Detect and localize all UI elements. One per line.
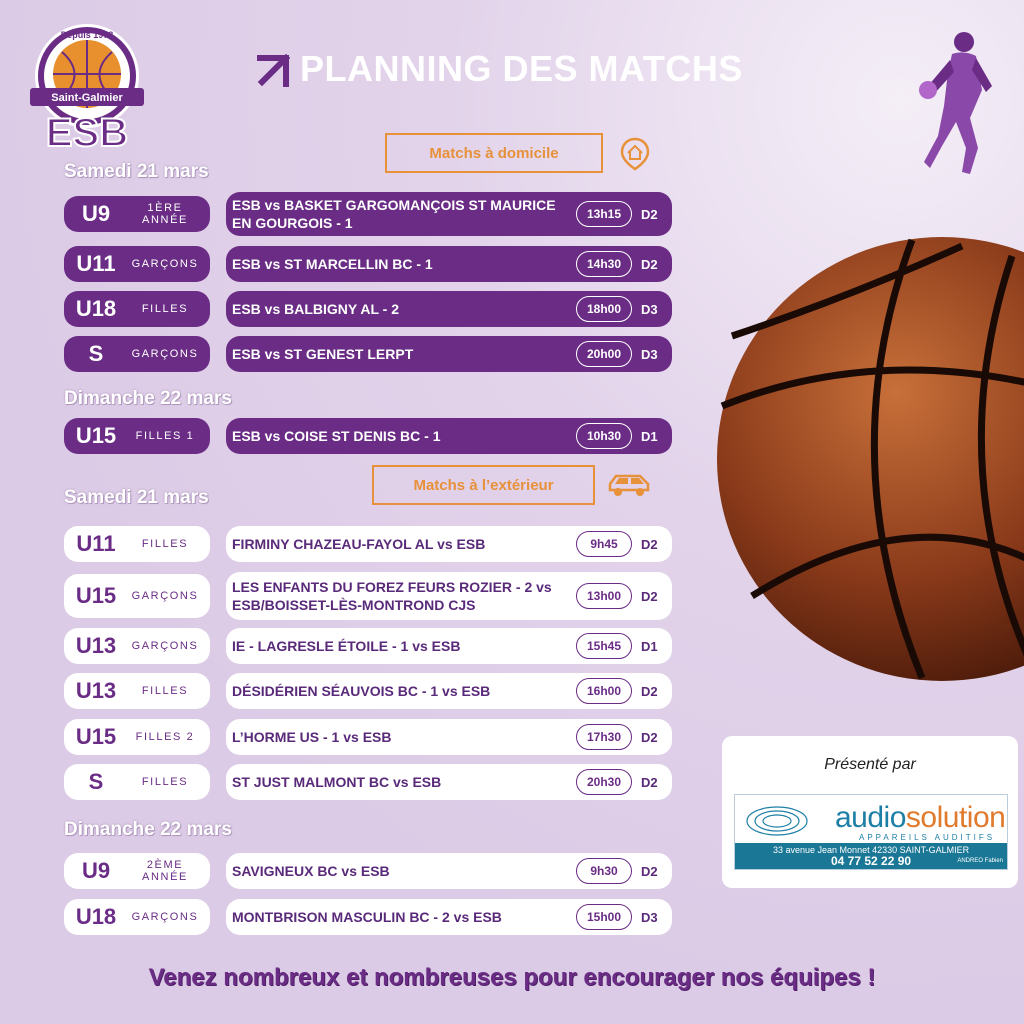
category-detail: FILLES	[141, 538, 189, 550]
sponsor-signature: ANDREO Fabien	[957, 858, 1003, 864]
match-division: D1	[641, 638, 658, 654]
logo-town: Saint-Galmier	[51, 92, 123, 104]
match-row	[226, 572, 672, 620]
category-detail: FILLES	[141, 776, 189, 788]
age-group: S	[88, 769, 104, 794]
category-detail: 1ÈRE ANNÉE	[142, 202, 188, 226]
match-row	[226, 526, 672, 562]
match-row	[226, 673, 672, 709]
basketball-player-illustration	[912, 28, 1002, 178]
category-badge	[64, 336, 210, 372]
car-icon	[606, 470, 652, 500]
match-teams: IE - LAGRESLE ÉTOILE - 1 vs ESB	[232, 638, 461, 654]
match-division: D2	[641, 774, 658, 790]
match-division: D1	[641, 428, 658, 444]
age-group: U9	[81, 858, 111, 883]
sponsor-brand-b: solution	[905, 801, 1006, 834]
category-detail: FILLES 1	[135, 430, 195, 442]
age-group: U11	[76, 531, 116, 556]
match-time: 14h30	[576, 251, 632, 277]
match-row	[226, 764, 672, 800]
day-heading: Samedi 21 mars	[64, 161, 209, 182]
category-detail: 2ÈME ANNÉE	[142, 859, 188, 883]
category-badge	[64, 526, 210, 562]
age-group: U15	[75, 583, 117, 608]
category-badge	[64, 246, 210, 282]
match-division: D3	[641, 346, 658, 362]
match-teams: ESB vs ST GENEST LERPT	[232, 346, 414, 362]
match-teams: MONTBRISON MASCULIN BC - 2 vs ESB	[232, 909, 502, 925]
match-time: 15h45	[576, 633, 632, 659]
match-row	[226, 291, 672, 327]
home-pin-icon	[620, 137, 650, 171]
home-matches-label: Matchs à domicile	[385, 133, 603, 173]
category-detail: FILLES 2	[135, 731, 195, 743]
esb-logo	[22, 18, 152, 158]
basketball-illustration	[712, 236, 1024, 682]
match-teams: ESB vs COISE ST DENIS BC - 1	[232, 428, 441, 444]
match-teams: ESB vs BASKET GARGOMANÇOIS ST MAURICE EN GOURGOIS - 1	[232, 197, 556, 231]
match-time: 13h00	[576, 583, 632, 609]
category-badge	[64, 628, 210, 664]
category-detail: FILLES	[141, 685, 189, 697]
sponsor-address: 33 avenue Jean Monnet 42330 SAINT-GALMIER	[773, 845, 970, 855]
logo-since: Depuis 1978	[60, 30, 114, 40]
category-detail: GARÇONS	[131, 258, 199, 270]
match-time: 15h00	[576, 904, 632, 930]
sponsor-phone: 04 77 52 22 90	[831, 854, 912, 868]
match-row	[226, 336, 672, 372]
age-group: U13	[75, 633, 117, 658]
day-heading: Samedi 21 mars	[64, 487, 209, 508]
category-badge	[64, 574, 210, 618]
sponsor-brand	[835, 801, 1005, 835]
match-division: D2	[641, 206, 658, 222]
sound-wave-logo-icon	[743, 799, 823, 839]
match-division: D2	[641, 536, 658, 552]
match-row	[226, 246, 672, 282]
match-time: 10h30	[576, 423, 632, 449]
footer-message: Venez nombreux et nombreuses pour encourager nos équipes !	[148, 964, 876, 991]
day-heading: Dimanche 22 mars	[64, 819, 232, 840]
match-row	[226, 719, 672, 755]
logo-initials: ESB	[45, 111, 129, 155]
category-detail: GARÇONS	[131, 911, 199, 923]
match-teams: DÉSIDÉRIEN SÉAUVOIS BC - 1 vs ESB	[232, 683, 491, 699]
match-division: D2	[641, 863, 658, 879]
match-row	[226, 418, 672, 454]
sponsor-contact-strip	[735, 843, 1007, 869]
category-badge	[64, 899, 210, 935]
age-group: U18	[75, 296, 117, 321]
page-title: PLANNING DES MATCHS	[300, 48, 743, 89]
match-teams: L’HORME US - 1 vs ESB	[232, 729, 392, 745]
category-badge	[64, 719, 210, 755]
age-group: U18	[75, 904, 117, 929]
match-division: D3	[641, 301, 658, 317]
match-teams: ESB vs ST MARCELLIN BC - 1	[232, 256, 433, 272]
sponsor-card	[734, 794, 1008, 870]
match-teams: SAVIGNEUX BC vs ESB	[232, 863, 390, 879]
category-badge	[64, 418, 210, 454]
category-badge	[64, 764, 210, 800]
match-row	[226, 192, 672, 236]
match-row	[226, 899, 672, 935]
match-time: 17h30	[576, 724, 632, 750]
match-teams: FIRMINY CHAZEAU-FAYOL AL vs ESB	[232, 536, 486, 552]
match-time: 18h00	[576, 296, 632, 322]
sponsor-tagline: APPAREILS AUDITIFS	[859, 833, 996, 842]
match-division: D2	[641, 683, 658, 699]
match-time: 20h30	[576, 769, 632, 795]
away-matches-label: Matchs à l’extérieur	[372, 465, 595, 505]
age-group: U11	[76, 251, 116, 276]
category-badge	[64, 196, 210, 232]
match-time: 9h45	[576, 531, 632, 557]
category-detail: GARÇONS	[131, 640, 199, 652]
match-division: D2	[641, 588, 658, 604]
presented-by-label: Présenté par	[824, 756, 916, 773]
match-division: D2	[641, 729, 658, 745]
age-group: U15	[75, 724, 117, 749]
match-time: 20h00	[576, 341, 632, 367]
match-teams: ST JUST MALMONT BC vs ESB	[232, 774, 442, 790]
age-group: U13	[75, 678, 117, 703]
arrow-up-right-icon	[256, 54, 290, 88]
category-detail: GARÇONS	[131, 590, 199, 602]
category-detail: FILLES	[141, 303, 189, 315]
match-time: 16h00	[576, 678, 632, 704]
match-division: D3	[641, 909, 658, 925]
match-teams: ESB vs BALBIGNY AL - 2	[232, 301, 400, 317]
match-time: 9h30	[576, 858, 632, 884]
age-group: S	[88, 341, 104, 366]
category-badge	[64, 291, 210, 327]
match-row	[226, 853, 672, 889]
category-detail: GARÇONS	[131, 348, 199, 360]
match-division: D2	[641, 256, 658, 272]
sponsor-panel	[722, 736, 1018, 888]
sponsor-brand-a: audio	[835, 801, 906, 834]
category-badge	[64, 673, 210, 709]
match-teams: LES ENFANTS DU FOREZ FEURS ROZIER - 2 vs ESB/BOISSET-LÈS-MONTROND CJS	[232, 579, 552, 613]
match-time: 13h15	[576, 201, 632, 227]
day-heading: Dimanche 22 mars	[64, 388, 232, 409]
match-row	[226, 628, 672, 664]
category-badge	[64, 853, 210, 889]
age-group: U15	[75, 423, 117, 448]
age-group: U9	[81, 201, 111, 226]
